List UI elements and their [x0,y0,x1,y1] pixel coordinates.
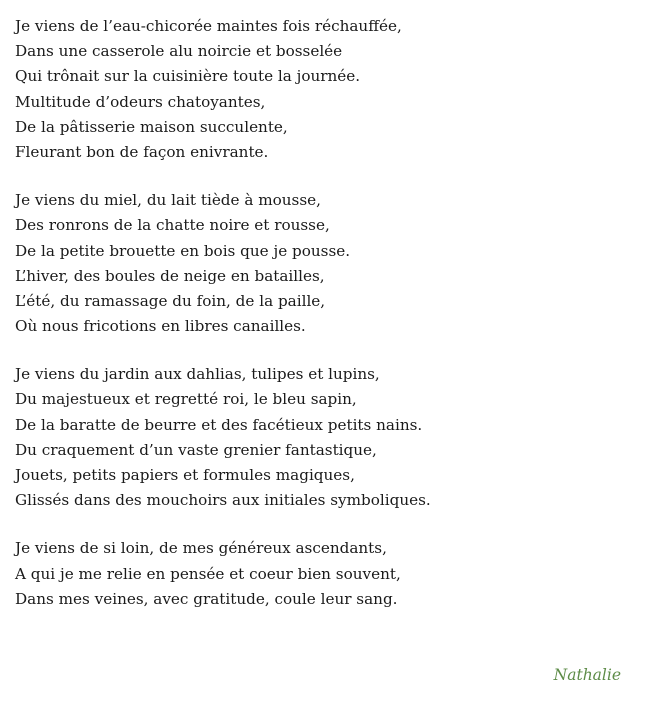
stanza-2 [15,188,635,339]
poem-line: Multitude d’odeurs chatoyantes, [15,92,266,111]
poem-line: A qui je me relie en pensée et coeur bien souvent, [15,564,401,583]
poem-line: De la petite brouette en bois que je pousse. [15,241,351,260]
poem-line: Fleurant bon de façon enivrante. [15,142,269,161]
poem-line: L’hiver, des boules de neige en batailles, [15,266,325,285]
poem-line: Dans une casserole alu noircie et bosselée [15,42,343,61]
poem-line: Glissés dans des mouchoirs aux initiales symboliques. [15,491,431,510]
poem-line: De la baratte de beurre et des facétieux petits nains. [15,415,423,434]
stanza-1 [15,14,635,165]
poem-line: Qui trônait sur la cuisinière toute la journée. [15,67,361,86]
poem-line: Du craquement d’un vaste grenier fantastique, [15,440,377,459]
poem [15,14,635,635]
stanza-4 [15,536,635,612]
poem-line: Dans mes veines, avec gratitude, coule leur sang. [15,589,398,608]
author-signature: Nathalie [553,666,621,684]
poem-line: Je viens de l’eau-chicorée maintes fois réchauffée, [15,17,402,35]
poem-line: L’été, du ramassage du foin, de la paille, [15,291,326,310]
poem-line: Je viens de si loin, de mes généreux ascendants, [15,539,387,558]
poem-line: De la pâtisserie maison succulente, [15,117,288,136]
poem-line: Jouets, petits papiers et formules magiques, [15,466,355,484]
poem-line: Des ronrons de la chatte noire et rousse, [15,216,330,235]
poem-line: Où nous fricotions en libres canailles. [15,317,306,336]
stanza-3 [15,362,635,513]
poem-line: Je viens du jardin aux dahlias, tulipes et lupins, [15,365,380,384]
poem-line: Du majestueux et regretté roi, le bleu sapin, [15,390,357,409]
poem-line: Je viens du miel, du lait tiède à mousse, [15,191,321,210]
